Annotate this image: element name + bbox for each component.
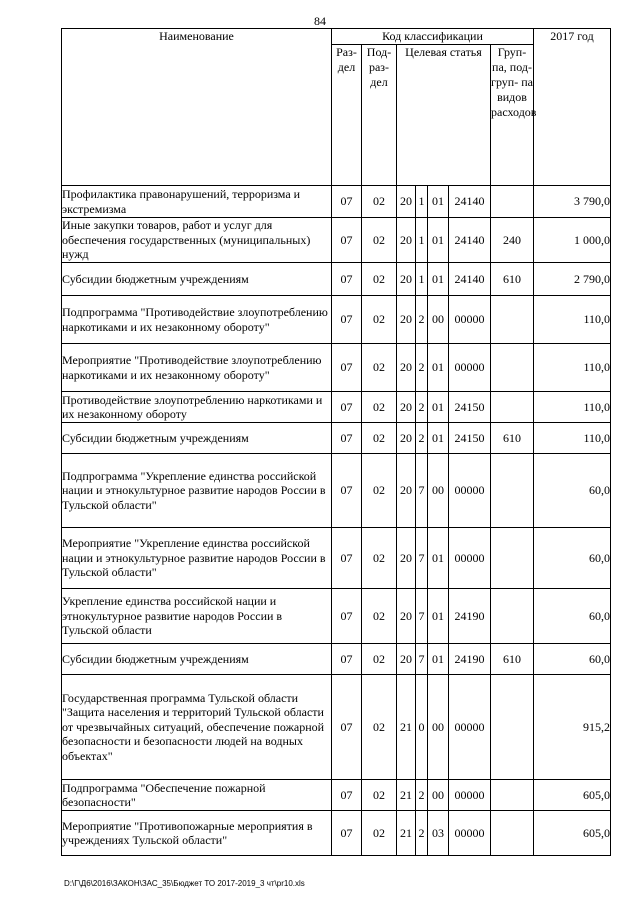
table-row bbox=[62, 811, 611, 856]
row-subsection: 02 bbox=[362, 644, 397, 675]
row-target-program: 20 bbox=[397, 528, 416, 589]
row-target-program: 20 bbox=[397, 344, 416, 392]
row-expense-group bbox=[491, 454, 534, 528]
row-target-direction: 00000 bbox=[449, 675, 491, 780]
row-expense-group: 610 bbox=[491, 644, 534, 675]
row-subsection: 02 bbox=[362, 454, 397, 528]
row-target-direction: 24150 bbox=[449, 423, 491, 454]
row-target-program: 20 bbox=[397, 296, 416, 344]
row-target-program: 21 bbox=[397, 675, 416, 780]
row-expense-group bbox=[491, 811, 534, 856]
table-row bbox=[62, 454, 611, 528]
row-target-event: 01 bbox=[428, 423, 449, 454]
row-name: Мероприятие "Противопожарные мероприятия в учреждениях Тульской области" bbox=[62, 811, 332, 856]
row-amount: 110,0 bbox=[534, 423, 611, 454]
row-target-subprogram: 1 bbox=[416, 263, 428, 296]
row-name: Противодействие злоупотреблению наркотиками и их незаконному обороту bbox=[62, 392, 332, 423]
row-target-direction: 00000 bbox=[449, 780, 491, 811]
row-expense-group bbox=[491, 675, 534, 780]
row-target-direction: 00000 bbox=[449, 454, 491, 528]
row-target-event: 01 bbox=[428, 644, 449, 675]
row-amount: 60,0 bbox=[534, 528, 611, 589]
table-header bbox=[62, 29, 611, 186]
row-section: 07 bbox=[332, 454, 362, 528]
row-target-subprogram: 2 bbox=[416, 296, 428, 344]
row-section: 07 bbox=[332, 296, 362, 344]
row-amount: 915,2 bbox=[534, 675, 611, 780]
row-name: Субсидии бюджетным учреждениям bbox=[62, 423, 332, 454]
row-subsection: 02 bbox=[362, 263, 397, 296]
row-target-event: 01 bbox=[428, 589, 449, 644]
table-body bbox=[62, 186, 611, 856]
row-target-direction: 00000 bbox=[449, 296, 491, 344]
row-target-event: 03 bbox=[428, 811, 449, 856]
row-section: 07 bbox=[332, 811, 362, 856]
row-target-direction: 24140 bbox=[449, 263, 491, 296]
row-target-direction: 24190 bbox=[449, 589, 491, 644]
row-section: 07 bbox=[332, 218, 362, 263]
row-name: Субсидии бюджетным учреждениям bbox=[62, 644, 332, 675]
row-target-direction: 24150 bbox=[449, 392, 491, 423]
row-target-subprogram: 7 bbox=[416, 454, 428, 528]
row-target-program: 20 bbox=[397, 423, 416, 454]
header-subsection: Под- раз- дел bbox=[362, 45, 397, 186]
row-name: Иные закупки товаров, работ и услуг для обеспечения государственных (муниципальных) нужд bbox=[62, 218, 332, 263]
row-section: 07 bbox=[332, 528, 362, 589]
row-target-event: 01 bbox=[428, 218, 449, 263]
table-row bbox=[62, 423, 611, 454]
table-row bbox=[62, 263, 611, 296]
row-target-program: 20 bbox=[397, 589, 416, 644]
row-section: 07 bbox=[332, 344, 362, 392]
row-name: Укрепление единства российской нации и этнокультурное развитие народов России в Тульской области bbox=[62, 589, 332, 644]
row-expense-group: 240 bbox=[491, 218, 534, 263]
row-subsection: 02 bbox=[362, 780, 397, 811]
row-target-program: 20 bbox=[397, 263, 416, 296]
row-name: Подпрограмма "Укрепление единства российской нации и этнокультурное развитие народов России в Тульской области" bbox=[62, 454, 332, 528]
row-expense-group bbox=[491, 589, 534, 644]
row-amount: 1 000,0 bbox=[534, 218, 611, 263]
row-target-event: 01 bbox=[428, 344, 449, 392]
row-target-event: 00 bbox=[428, 675, 449, 780]
row-target-event: 00 bbox=[428, 780, 449, 811]
row-target-program: 21 bbox=[397, 780, 416, 811]
row-amount: 110,0 bbox=[534, 344, 611, 392]
row-subsection: 02 bbox=[362, 186, 397, 218]
row-section: 07 bbox=[332, 423, 362, 454]
row-subsection: 02 bbox=[362, 423, 397, 454]
row-amount: 110,0 bbox=[534, 296, 611, 344]
row-subsection: 02 bbox=[362, 811, 397, 856]
table-row bbox=[62, 186, 611, 218]
row-subsection: 02 bbox=[362, 528, 397, 589]
row-target-subprogram: 7 bbox=[416, 644, 428, 675]
row-target-subprogram: 2 bbox=[416, 780, 428, 811]
table-row bbox=[62, 392, 611, 423]
row-target-direction: 00000 bbox=[449, 344, 491, 392]
row-expense-group: 610 bbox=[491, 263, 534, 296]
table-row bbox=[62, 344, 611, 392]
row-target-subprogram: 2 bbox=[416, 423, 428, 454]
row-section: 07 bbox=[332, 186, 362, 218]
row-target-program: 20 bbox=[397, 392, 416, 423]
row-target-subprogram: 0 bbox=[416, 675, 428, 780]
row-subsection: 02 bbox=[362, 675, 397, 780]
row-target-program: 20 bbox=[397, 454, 416, 528]
row-name: Профилактика правонарушений, терроризма и экстремизма bbox=[62, 186, 332, 218]
header-target-article: Целевая статья bbox=[397, 45, 491, 186]
row-expense-group bbox=[491, 344, 534, 392]
table-row bbox=[62, 218, 611, 263]
row-target-subprogram: 7 bbox=[416, 528, 428, 589]
row-target-event: 01 bbox=[428, 186, 449, 218]
table-row bbox=[62, 528, 611, 589]
row-name: Мероприятие "Противодействие злоупотреблению наркотиками и их незаконному обороту" bbox=[62, 344, 332, 392]
row-section: 07 bbox=[332, 644, 362, 675]
row-target-subprogram: 2 bbox=[416, 811, 428, 856]
row-subsection: 02 bbox=[362, 392, 397, 423]
header-section: Раз- дел bbox=[332, 45, 362, 186]
table-row bbox=[62, 780, 611, 811]
page-number: 84 bbox=[314, 14, 326, 28]
row-amount: 605,0 bbox=[534, 780, 611, 811]
row-name: Субсидии бюджетным учреждениям bbox=[62, 263, 332, 296]
row-amount: 110,0 bbox=[534, 392, 611, 423]
row-target-direction: 00000 bbox=[449, 528, 491, 589]
row-expense-group bbox=[491, 186, 534, 218]
row-section: 07 bbox=[332, 589, 362, 644]
row-target-event: 01 bbox=[428, 528, 449, 589]
row-amount: 60,0 bbox=[534, 589, 611, 644]
row-subsection: 02 bbox=[362, 589, 397, 644]
row-section: 07 bbox=[332, 675, 362, 780]
row-target-subprogram: 7 bbox=[416, 589, 428, 644]
table-row bbox=[62, 589, 611, 644]
footer-file-path: D:\Г\Д6\2016\ЗАКОН\ЗАС_35\Бюджет ТО 2017-2019_3 чт\pr10.xls bbox=[64, 879, 305, 888]
row-target-program: 20 bbox=[397, 644, 416, 675]
row-amount: 605,0 bbox=[534, 811, 611, 856]
row-expense-group: 610 bbox=[491, 423, 534, 454]
row-target-event: 00 bbox=[428, 454, 449, 528]
row-expense-group bbox=[491, 392, 534, 423]
header-year: 2017 год bbox=[534, 29, 611, 186]
row-target-direction: 24140 bbox=[449, 218, 491, 263]
row-amount: 3 790,0 bbox=[534, 186, 611, 218]
row-amount: 2 790,0 bbox=[534, 263, 611, 296]
row-target-event: 01 bbox=[428, 263, 449, 296]
row-target-direction: 24140 bbox=[449, 186, 491, 218]
row-amount: 60,0 bbox=[534, 454, 611, 528]
row-expense-group bbox=[491, 780, 534, 811]
row-target-subprogram: 1 bbox=[416, 186, 428, 218]
row-name: Подпрограмма "Противодействие злоупотреблению наркотиками и их незаконному обороту" bbox=[62, 296, 332, 344]
row-subsection: 02 bbox=[362, 344, 397, 392]
row-name: Государственная программа Тульской области "Защита населения и территорий Тульской области от чрезвычайных ситуаций, обеспечение пожарной безопасности и безопасности людей на водных объектах" bbox=[62, 675, 332, 780]
table-row bbox=[62, 644, 611, 675]
row-amount: 60,0 bbox=[534, 644, 611, 675]
row-target-program: 20 bbox=[397, 186, 416, 218]
row-target-direction: 24190 bbox=[449, 644, 491, 675]
row-expense-group bbox=[491, 528, 534, 589]
row-name: Подпрограмма "Обеспечение пожарной безопасности" bbox=[62, 780, 332, 811]
row-target-event: 00 bbox=[428, 296, 449, 344]
table-row bbox=[62, 675, 611, 780]
row-expense-group bbox=[491, 296, 534, 344]
row-section: 07 bbox=[332, 263, 362, 296]
row-target-event: 01 bbox=[428, 392, 449, 423]
row-target-program: 20 bbox=[397, 218, 416, 263]
row-subsection: 02 bbox=[362, 218, 397, 263]
row-target-program: 21 bbox=[397, 811, 416, 856]
row-target-direction: 00000 bbox=[449, 811, 491, 856]
row-target-subprogram: 1 bbox=[416, 218, 428, 263]
row-section: 07 bbox=[332, 392, 362, 423]
header-name: Наименование bbox=[62, 29, 332, 186]
table-row bbox=[62, 296, 611, 344]
header-code-group: Код классификации bbox=[332, 29, 534, 45]
row-name: Мероприятие "Укрепление единства российской нации и этнокультурное развитие народов России в Тульской области" bbox=[62, 528, 332, 589]
row-subsection: 02 bbox=[362, 296, 397, 344]
row-target-subprogram: 2 bbox=[416, 344, 428, 392]
row-section: 07 bbox=[332, 780, 362, 811]
header-expense-group: Груп- па, под- груп- па видов расходов bbox=[491, 45, 534, 186]
row-target-subprogram: 2 bbox=[416, 392, 428, 423]
budget-table bbox=[61, 28, 611, 856]
